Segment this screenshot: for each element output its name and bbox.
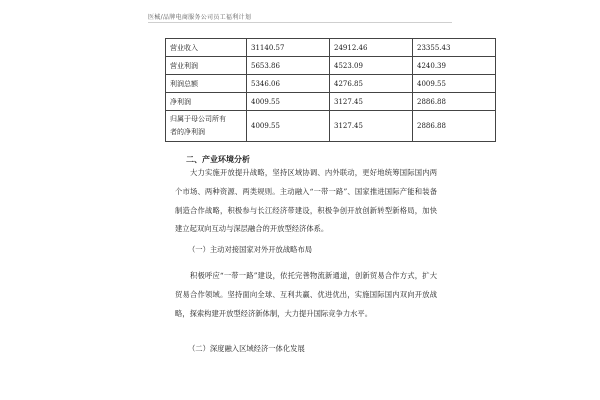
row-label: 利润总额	[166, 75, 247, 93]
table-cell: 5346.06	[247, 75, 330, 93]
table-cell: 2886.88	[413, 111, 496, 142]
subsection-title: （一）主动对接国家对外开放战略布局	[188, 245, 313, 254]
table-cell: 3127.45	[330, 93, 413, 111]
table-cell: 24912.46	[330, 39, 413, 57]
row-label-line2: 者的净利润	[170, 128, 205, 136]
table-row	[166, 75, 496, 93]
table-cell: 23355.43	[413, 39, 496, 57]
row-label: 营业收入	[166, 39, 247, 57]
row-label	[166, 111, 247, 142]
table-cell: 4009.55	[247, 111, 330, 142]
table-cell: 31140.57	[247, 39, 330, 57]
table-cell: 4276.85	[330, 75, 413, 93]
table-row	[166, 39, 496, 57]
table-row	[166, 57, 496, 75]
table-cell: 4240.39	[413, 57, 496, 75]
body-paragraph: 大力实施开放提升战略，坚持区域协调、内外联动，更好地统筹国际国内两个市场、两种资源、两类规则。主动融入“一带一路”、国家推进国际产能和装备制造合作战略，积极参与长江经济带建设，积极争创开放创新转型新格局，加快建立起双向互动与深层融合的开放型经济体系。	[175, 168, 437, 234]
table-cell: 2886.88	[413, 93, 496, 111]
body-paragraph: 积极呼应“一带一路”建设，依托完善物流新通道，创新贸易合作方式，扩大贸易合作领域。坚持面向全球、互利共赢、优进优出，实施国际国内双向开放战略，探索构建开放型经济新体制，大力提升国际竞争力水平。	[175, 271, 437, 318]
row-label: 净利润	[166, 93, 247, 111]
table-cell: 4523.09	[330, 57, 413, 75]
row-label-line1: 归属于母公司所有	[170, 115, 226, 123]
table-cell: 4009.55	[247, 93, 330, 111]
header-divider	[148, 22, 452, 23]
page-header: 医械/品牌电商服务公司员工福利计划	[148, 14, 252, 21]
section-title: 二、产业环境分析	[186, 154, 250, 164]
table-cell: 5653.86	[247, 57, 330, 75]
table-row	[166, 111, 496, 142]
subsection-title: （二）深度融入区域经济一体化发展	[188, 344, 305, 353]
table-cell: 4009.55	[413, 75, 496, 93]
table-row	[166, 93, 496, 111]
row-label: 营业利润	[166, 57, 247, 75]
table-cell: 3127.45	[330, 111, 413, 142]
financial-table	[165, 38, 496, 142]
